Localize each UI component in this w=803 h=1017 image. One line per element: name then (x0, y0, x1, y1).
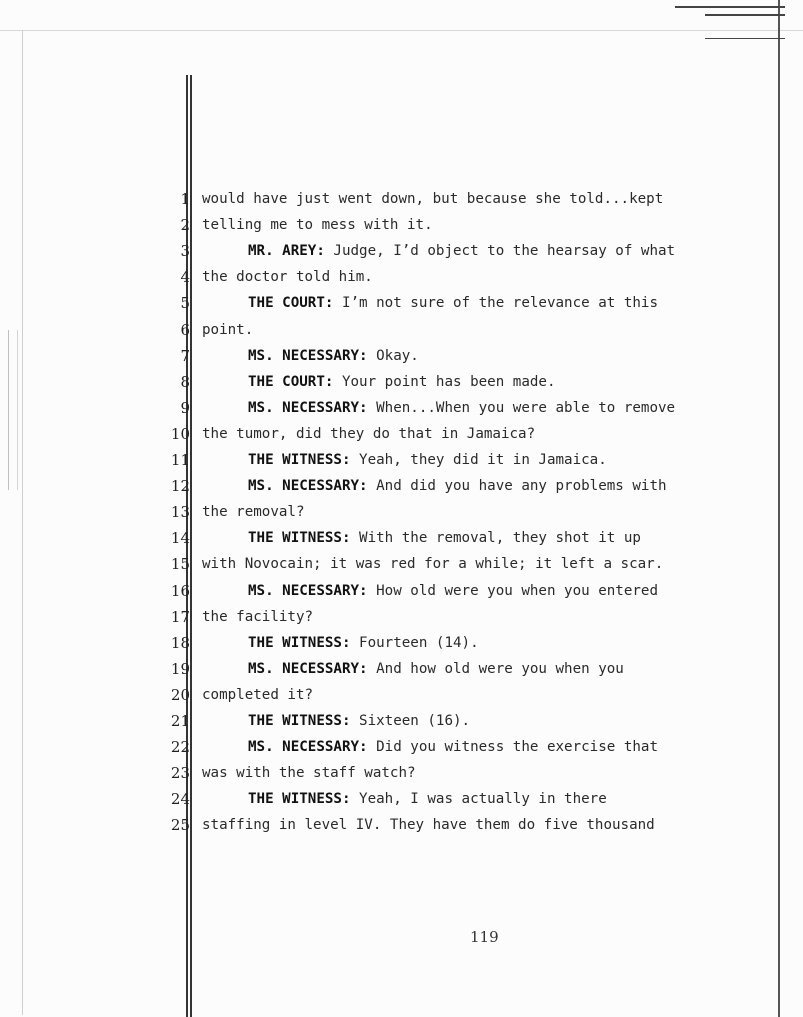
speaker-label: THE WITNESS: (248, 634, 351, 651)
line-text: with Novocain; it was red for a while; it left a scar. (202, 556, 664, 573)
speaker-label: MS. NECESSARY: (248, 399, 368, 416)
transcript-line (202, 583, 803, 599)
line-number: 6 (180, 320, 190, 339)
transcript-line (202, 295, 803, 311)
line-number: 5 (180, 294, 190, 313)
line-number: 1 (180, 190, 190, 208)
line-number: 15 (170, 555, 190, 574)
line-text: Sixteen (16). (350, 713, 471, 729)
speaker-label: THE WITNESS: (248, 452, 351, 468)
line-number: 14 (170, 529, 190, 548)
left-margin-rule-inner (190, 75, 192, 1017)
transcript-line (202, 791, 803, 807)
corner-mark (675, 6, 785, 8)
speaker-label: MR. AREY: (248, 243, 325, 260)
line-number: 18 (170, 633, 190, 652)
line-text: Yeah, I was actually in there (350, 791, 607, 808)
transcript-line (202, 687, 776, 703)
line-number: 20 (170, 685, 190, 704)
line-text: completed it? (202, 686, 314, 703)
transcript-line (202, 739, 803, 755)
transcript-line (202, 191, 776, 207)
corner-mark (705, 38, 785, 39)
line-text: point. (202, 321, 254, 338)
line-number: 4 (180, 268, 190, 287)
line-text: the tumor, did they do that in Jamaica? (202, 425, 536, 442)
line-text: Did you witness the exercise that (367, 739, 659, 756)
line-text: Yeah, they did it in Jamaica. (350, 452, 607, 468)
line-number: 12 (170, 477, 190, 496)
transcript-line (202, 661, 803, 677)
scan-artifact (8, 330, 18, 490)
speaker-label: MS. NECESSARY: (248, 582, 368, 599)
transcript-line (202, 348, 803, 364)
line-number: 2 (180, 216, 190, 235)
line-text: the removal? (202, 504, 305, 521)
line-text: Your point has been made. (333, 373, 556, 390)
transcript-line (202, 609, 776, 625)
page-number: 119 (470, 928, 499, 946)
scan-edge-top (0, 30, 803, 31)
transcript-line (202, 322, 776, 338)
line-text: Okay. (367, 347, 419, 364)
speaker-label: THE WITNESS: (248, 713, 351, 729)
line-text: And did you have any problems with (367, 478, 667, 495)
line-text: How old were you when you entered (367, 582, 659, 599)
line-number: 13 (170, 503, 190, 522)
speaker-label: MS. NECESSARY: (248, 478, 368, 495)
line-number: 19 (170, 659, 190, 678)
line-text: staffing in level IV. They have them do five thousand (202, 817, 655, 834)
line-number: 10 (170, 424, 190, 443)
corner-mark (705, 14, 785, 16)
line-text: Fourteen (14). (350, 634, 479, 651)
speaker-label: MS. NECESSARY: (248, 739, 368, 756)
line-text: When...When you were able to remove (367, 399, 676, 416)
line-number: 22 (170, 738, 190, 757)
line-number: 24 (170, 790, 190, 809)
line-number: 7 (180, 346, 190, 365)
transcript-line (202, 269, 776, 285)
line-text: I’m not sure of the relevance at this (333, 295, 659, 312)
transcript-line (202, 817, 776, 833)
line-text: telling me to mess with it. (202, 217, 433, 234)
line-number: 16 (170, 581, 190, 600)
line-text: Judge, I’d object to the hearsay of what (324, 243, 676, 260)
right-margin-rule (778, 0, 780, 1017)
line-number: 8 (180, 372, 190, 391)
line-number: 3 (180, 242, 190, 261)
line-number: 9 (180, 398, 190, 417)
line-text: And how old were you when you (367, 660, 624, 677)
transcript-line (202, 400, 803, 416)
line-number: 25 (170, 816, 190, 835)
transcript-line (202, 217, 776, 233)
speaker-label: MS. NECESSARY: (248, 347, 368, 364)
speaker-label: THE COURT: (248, 295, 334, 312)
transcript-line (202, 713, 803, 729)
scan-edge-left (22, 30, 23, 1015)
speaker-label: MS. NECESSARY: (248, 660, 368, 677)
line-number: 21 (170, 712, 190, 730)
transcript-line (202, 504, 776, 520)
speaker-label: THE WITNESS: (248, 791, 351, 808)
speaker-label: THE COURT: (248, 373, 334, 390)
transcript-line (202, 556, 776, 572)
line-text: would have just went down, but because she told...kept (202, 191, 664, 207)
transcript-line (202, 426, 776, 442)
transcript-line (202, 374, 803, 390)
transcript-line (202, 478, 803, 494)
line-text: With the removal, they shot it up (350, 530, 641, 547)
transcript-line (202, 452, 803, 468)
transcript-line (202, 530, 803, 546)
transcript-line (202, 765, 776, 781)
line-number: 11 (170, 451, 190, 469)
transcript-line (202, 243, 803, 259)
line-number: 23 (170, 764, 190, 783)
line-number: 17 (170, 607, 190, 626)
transcript-line (202, 635, 803, 651)
speaker-label: THE WITNESS: (248, 530, 351, 547)
line-text: the doctor told him. (202, 269, 373, 286)
line-text: the facility? (202, 608, 314, 625)
line-text: was with the staff watch? (202, 765, 416, 782)
